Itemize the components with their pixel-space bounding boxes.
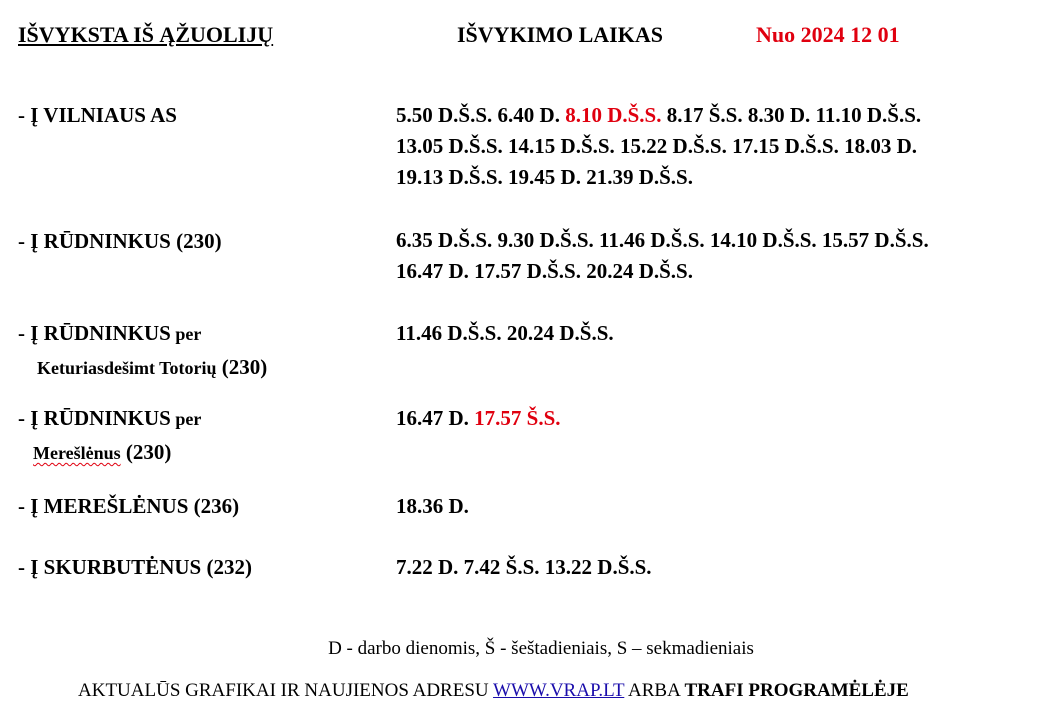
times-vilniaus-as [396,100,921,193]
via-place: Keturiasdešimt Totorių [37,358,217,378]
legend: D - darbo dienomis, Š - šeštadieniais, S – sekmadieniais [328,638,754,659]
destination-main: - Į RŪDNINKUS [18,321,171,345]
time-segment-highlight: 17.57 Š.S. [474,406,561,430]
time-segment-highlight: 8.10 D.Š.S. [565,103,662,127]
website-link[interactable]: WWW.VRAP.LT [493,680,625,701]
footer-text: AKTUALŪS GRAFIKAI IR NAUJIENOS ADRESU [78,680,494,701]
destination-rudninkus-via-mereslenus [18,406,201,431]
times-line-2: 13.05 D.Š.S. 14.15 D.Š.S. 15.22 D.Š.S. 17.15 D.Š.S. 18.03 D. [396,134,918,158]
departure-time-heading: IŠVYKIMO LAIKAS [457,22,663,47]
via-place: Merešlėnus [33,443,121,463]
times-line-2: 16.47 D. 17.57 D.Š.S. 20.24 D.Š.S. [396,259,693,283]
time-segment: 16.47 D. [396,406,475,430]
valid-from-date: Nuo 2024 12 01 [756,22,900,47]
footer-text: ARBA [624,680,685,701]
destination-main: - Į RŪDNINKUS [18,406,171,430]
destination-subline-mereslenus [33,440,171,465]
route-number: (230) [120,440,172,464]
destination-rudninkus: - Į RŪDNINKUS (230) [18,229,222,253]
times-skurbutenus: 7.22 D. 7.42 Š.S. 13.22 D.Š.S. [396,555,652,579]
footer [78,680,909,702]
destination-via: per [170,409,202,429]
times-line-3: 19.13 D.Š.S. 19.45 D. 21.39 D.Š.S. [396,165,693,189]
footer-app-name: TRAFI PROGRAMĖLĖJE [684,680,909,701]
time-segment: 5.50 D.Š.S. 6.40 D. [396,103,566,127]
times-rudninkus-via-mereslenus [396,403,561,434]
destination-rudninkus-via-totoriu [18,321,201,346]
times-mereslenus: 18.36 D. [396,494,469,518]
times-rudninkus [396,225,929,287]
destination-via: per [170,324,202,344]
destination-vilniaus-as: - Į VILNIAUS AS [18,103,177,127]
destination-skurbutenus: - Į SKURBUTĖNUS (232) [18,555,252,579]
route-number: (230) [216,355,268,379]
departure-stop-title: IŠVYKSTA IŠ ĄŽUOLIJŲ [18,22,274,47]
times-rudninkus-via-totoriu: 11.46 D.Š.S. 20.24 D.Š.S. [396,321,614,345]
times-line-1: 6.35 D.Š.S. 9.30 D.Š.S. 11.46 D.Š.S. 14.10 D.Š.S. 15.57 D.Š.S. [396,228,929,252]
time-segment: 8.17 Š.S. 8.30 D. 11.10 D.Š.S. [661,103,922,127]
destination-mereslenus: - Į MEREŠLĖNUS (236) [18,494,240,518]
times-line-1 [396,100,921,131]
destination-subline-totoriu [37,355,267,380]
